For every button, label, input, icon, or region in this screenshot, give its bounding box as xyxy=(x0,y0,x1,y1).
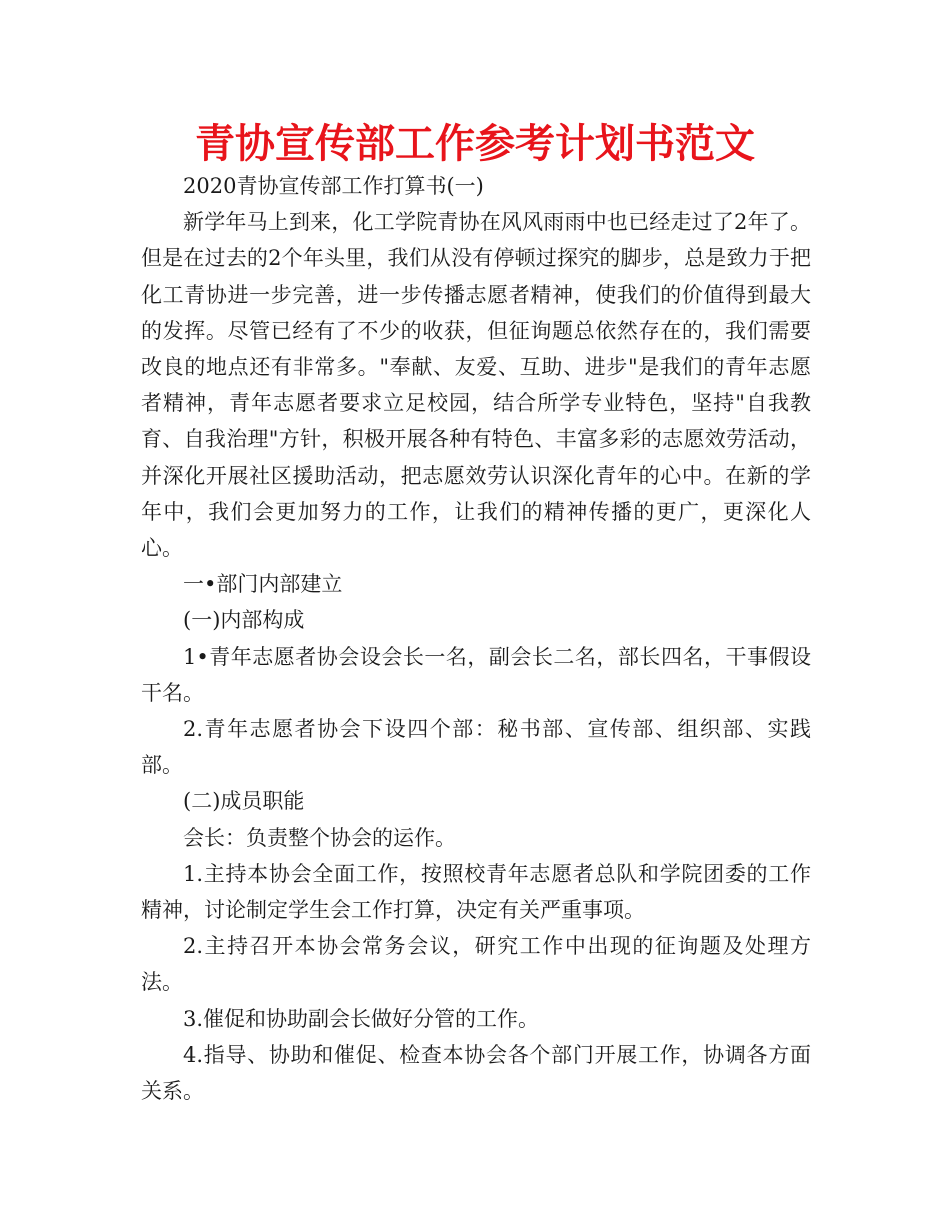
paragraph-subtitle: 2020青协宣传部工作打算书(一) xyxy=(183,174,484,198)
paragraph-item: 会长：负责整个协会的运作。 xyxy=(183,825,456,850)
document-title: 青协宣传部工作参考计划书范文 xyxy=(195,121,755,167)
paragraph-item: 1•青年志愿者协会设会长一名，副会长二名，部长四名，干事假设干名。 xyxy=(141,644,811,705)
section-heading: 一•部门内部建立 xyxy=(183,572,343,597)
paragraph-item: 1.主持本协会全面工作，按照校青年志愿者总队和学院团委的工作精神，讨论制定学生会工作打算，决定有关严重事项。 xyxy=(141,861,811,923)
paragraph-item: 2.主持召开本协会常务会议，研究工作中出现的征询题及处理方法。 xyxy=(141,934,811,995)
paragraph-intro: 新学年马上到来，化工学院青协在风风雨雨中也已经走过了2年了。但是在过去的2个年头里，我们从没有停顿过探究的脚步，总是致力于把化工青协进一步完善，进一步传播志愿者精神，使我们的价值得到最大的发挥。尽管已经有了不少的收获，但征询题总依然存在的，我们需要改良的地点还有非常多。"奉献、友爱、互助、进步"是我们的青年志愿者精神，青年志愿者要求立足校园，结合所学专业特色，坚持"自我教育、自我治理"方针，积极开展各种有特色、丰富多彩的志愿效劳活动，并深化开展社区援助活动，把志愿效劳认识深化青年的心中。在新的学年中，我们会更加努力的工作，让我们的精神传播的更广，更深化人心。 xyxy=(141,210,811,561)
paragraph-item: 2.青年志愿者协会下设四个部：秘书部、宣传部、组织部、实践部。 xyxy=(141,717,811,778)
subsection-heading: (一)内部构成 xyxy=(183,608,305,633)
document-body xyxy=(141,168,811,1109)
paragraph-item: 4.指导、协助和催促、检查本协会各个部门开展工作，协调各方面关系。 xyxy=(141,1042,811,1104)
paragraph-item: 3.催促和协助副会长做好分管的工作。 xyxy=(183,1006,540,1031)
subsection-heading: (二)成员职能 xyxy=(183,789,305,814)
